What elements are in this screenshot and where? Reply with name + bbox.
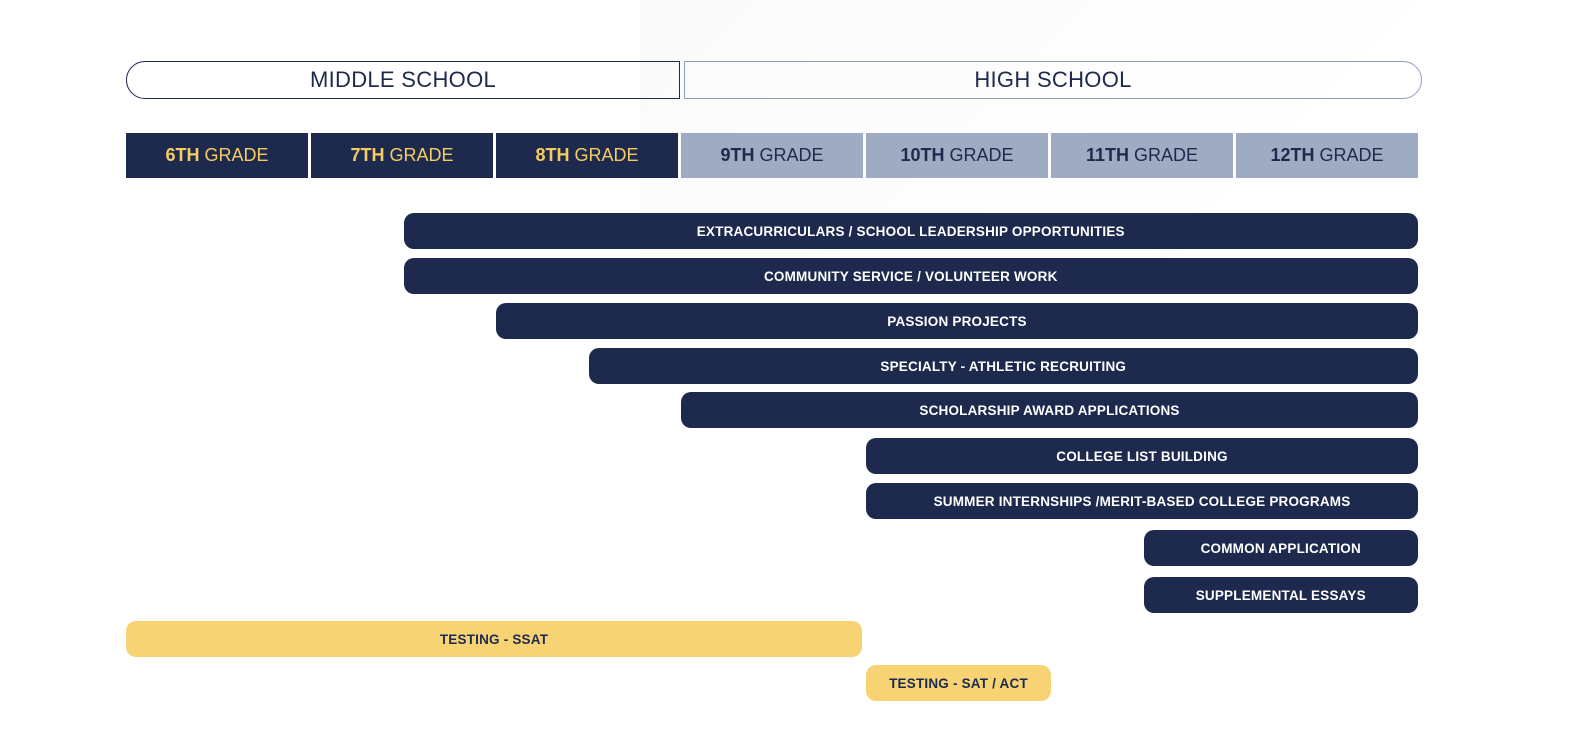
timeline-bar-passion-projects: PASSION PROJECTS — [496, 303, 1418, 339]
grade-number: 12TH — [1270, 145, 1315, 165]
grade-cell-10th — [866, 133, 1048, 178]
middle-school-header: MIDDLE SCHOOL — [126, 61, 680, 99]
grade-word: GRADE — [949, 145, 1014, 165]
grade-number: 10TH — [900, 145, 945, 165]
grade-cell-8th — [496, 133, 678, 178]
timeline-bar-testing-ssat: TESTING - SSAT — [126, 621, 862, 657]
grade-number: 9TH — [720, 145, 755, 165]
grade-number: 11TH — [1085, 145, 1129, 165]
timeline-bar-community-service-volunteer-work: COMMUNITY SERVICE / VOLUNTEER WORK — [404, 258, 1419, 294]
timeline-bar-extracurriculars-school-leadership-opportunities: EXTRACURRICULARS / SCHOOL LEADERSHIP OPPORTUNITIES — [404, 213, 1419, 249]
timeline-bar-scholarship-award-applications: SCHOLARSHIP AWARD APPLICATIONS — [681, 392, 1418, 428]
timeline-bar-common-application: COMMON APPLICATION — [1144, 530, 1419, 566]
grade-cell-12th — [1236, 133, 1418, 178]
timeline-bar-college-list-building: COLLEGE LIST BUILDING — [866, 438, 1418, 474]
grade-number: 8TH — [535, 145, 570, 165]
grade-cell-11th — [1051, 133, 1233, 178]
grade-word: GRADE — [759, 145, 824, 165]
grade-cell-6th — [126, 133, 308, 178]
timeline-bar-summer-internships-merit-based-college-programs: SUMMER INTERNSHIPS /MERIT-BASED COLLEGE PROGRAMS — [866, 483, 1418, 519]
grade-cell-7th — [311, 133, 493, 178]
grade-cell-9th — [681, 133, 863, 178]
grade-word: GRADE — [574, 145, 639, 165]
grade-number: 7TH — [350, 145, 385, 165]
high-school-header: HIGH SCHOOL — [684, 61, 1422, 99]
grade-word: GRADE — [1319, 145, 1384, 165]
grade-word: GRADE — [1134, 145, 1199, 165]
timeline-bar-supplemental-essays: SUPPLEMENTAL ESSAYS — [1144, 577, 1419, 613]
timeline-bar-testing-sat-act: TESTING - SAT / ACT — [866, 665, 1051, 701]
grade-word: GRADE — [204, 145, 269, 165]
timeline-bar-specialty-athletic-recruiting: SPECIALTY - ATHLETIC RECRUITING — [589, 348, 1419, 384]
grade-word: GRADE — [389, 145, 454, 165]
grade-number: 6TH — [165, 145, 200, 165]
